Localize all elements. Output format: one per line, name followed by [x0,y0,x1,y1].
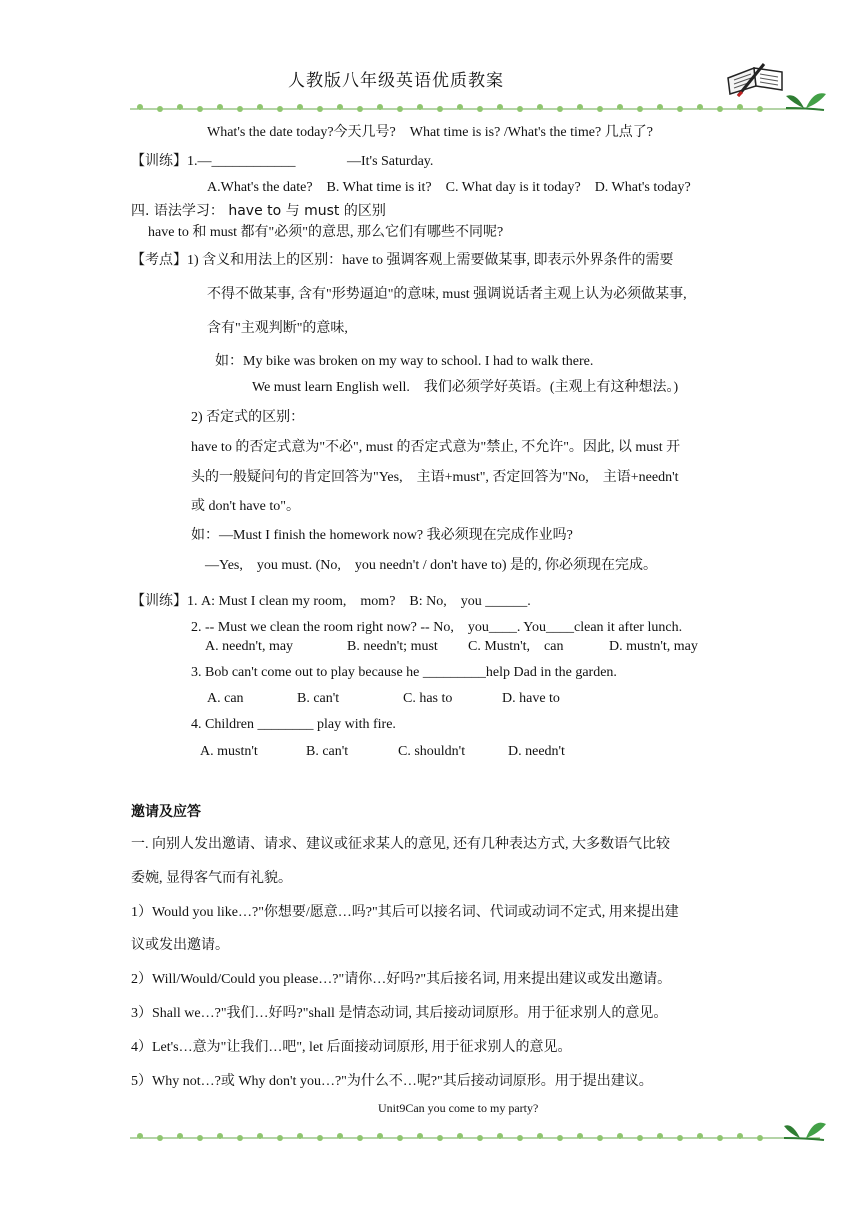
footer-vine-divider [130,1130,820,1144]
section-invitation-heading: 邀请及应答 [131,804,201,820]
q2-option-b: B. needn't; must [347,639,438,654]
practice-2-q2: 2. -- Must we clean the room right now? -- No, you____. You____clean it after lunch. [191,620,683,635]
example-1: 如：My bike was broken on my way to school. I had to walk there. [215,354,594,369]
q3-option-c: C. has to [403,691,453,706]
header-vine-divider [130,101,820,115]
invitation-item-1b: 议或发出邀请。 [131,938,229,953]
q2-option-c: C. Mustn't, can [468,639,564,654]
point-1-line-1: 【考点】1) 含义和用法上的区别：have to 强调客观上需要做某事, 即表示外界条件的需要 [131,253,674,268]
q4-option-c: C. shouldn't [398,744,466,759]
q2-option-a: A. needn't, may [205,639,294,654]
invitation-item-2: 2）Will/Would/Could you please…?"请你…好吗?"其后接名词, 用来提出建议或发出邀请。 [131,972,672,987]
q3-option-b: B. can't [297,691,340,706]
practice-2-q1: 【训练】1. A: Must I clean my room, mom? B: No, you ______. [131,594,531,609]
point-1-line-3: 含有"主观判断"的意味, [207,321,348,336]
invitation-item-4: 4）Let's…意为"让我们…吧", let 后面接动词原形, 用于征求别人的意见。 [131,1040,572,1055]
invitation-line-1: 一. 向别人发出邀请、请求、建议或征求某人的意见, 还有几种表达方式, 大多数语气比较 [131,837,670,852]
q2-option-d: D. mustn't, may [609,639,698,654]
leaf-sprout-icon [784,88,828,114]
q4-option-d: D. needn't [508,744,565,759]
practice-1-answer: —It's Saturday. [347,154,434,169]
invitation-item-5: 5）Why not…?或 Why don't you…?"为什么不…呢?"其后接动词原形。用于提出建议。 [131,1074,653,1089]
footer-leaf-icon [782,1116,828,1144]
section-grammar-heading: 四. 语法学习： have to 与 must 的区别 [131,203,386,219]
header-title: 人教版八年级英语优质教案 [288,71,504,91]
invitation-item-1a: 1）Would you like…?"你想要/愿意…吗?"其后可以接名词、代词或动词不定式, 用来提出建 [131,905,679,920]
practice-1-question: 【训练】1.—____________ [131,154,296,169]
line-date-time: What's the date today?今天几号? What time is is? /What's the time? 几点了? [207,125,653,140]
point-1-line-2: 不得不做某事, 含有"形势逼迫"的意味, must 强调说话者主观上认为必须做某事, [207,287,687,302]
practice-1-options: A.What's the date? B. What time is it? C. What day is it today? D. What's today? [207,180,691,195]
practice-2-q4: 4. Children ________ play with fire. [191,717,396,732]
practice-2-q3: 3. Bob can't come out to play because he _________help Dad in the garden. [191,665,617,680]
grammar-intro: have to 和 must 都有"必须"的意思, 那么它们有哪些不同呢? [148,225,504,240]
book-pen-icon [724,56,788,100]
example-3: 如：—Must I finish the homework now? 我必须现在完成作业吗? [191,528,573,543]
example-4: —Yes, you must. (No, you needn't / don't have to) 是的, 你必须现在完成。 [205,558,657,573]
point-2-line-3: 或 don't have to"。 [191,499,300,514]
example-2: We must learn English well. 我们必须学好英语。(主观上有这种想法。) [252,380,679,395]
point-2-line-2: 头的一般疑问句的肯定回答为"Yes, 主语+must", 否定回答为"No, 主语+needn't [191,470,679,485]
q4-option-a: A. mustn't [200,744,258,759]
point-2-line-1: have to 的否定式意为"不必", must 的否定式意为"禁止, 不允许"。因此, 以 must 开 [191,440,681,455]
invitation-item-3: 3）Shall we…?"我们…好吗?"shall 是情态动词, 其后接动词原形。用于征求别人的意见。 [131,1006,668,1021]
q3-option-a: A. can [207,691,244,706]
footer-text: Unit9Can you come to my party? [378,1101,539,1115]
q4-option-b: B. can't [306,744,349,759]
point-2-heading: 2) 否定式的区别： [191,410,305,425]
invitation-line-2: 委婉, 显得客气而有礼貌。 [131,871,292,886]
q3-option-d: D. have to [502,691,560,706]
